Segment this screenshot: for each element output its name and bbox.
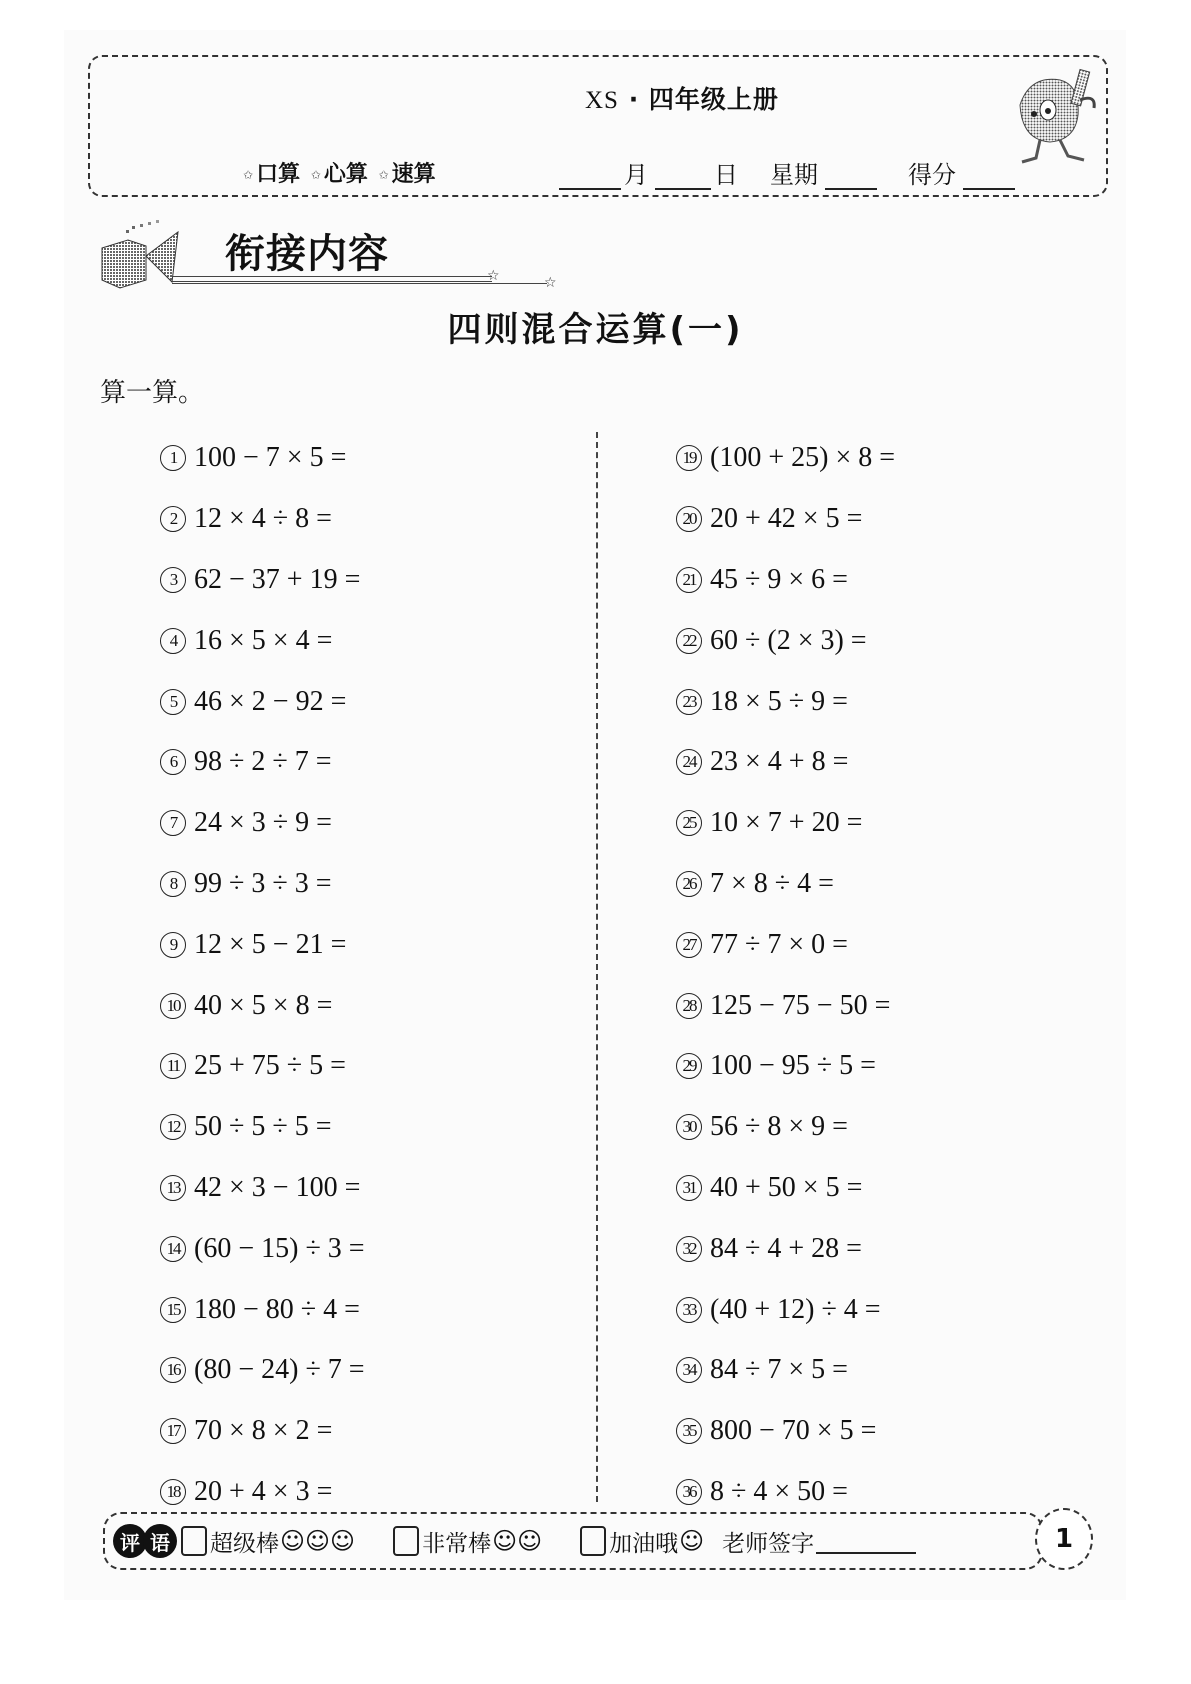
practice-type-list	[240, 157, 436, 188]
problem-item	[676, 1279, 895, 1340]
problem-number: 28	[676, 993, 702, 1019]
problem-number: 35	[676, 1418, 702, 1444]
month-label: 月	[624, 161, 648, 189]
problem-expression: 100 − 95 ÷ 5 =	[710, 1050, 876, 1082]
problem-number: 22	[676, 628, 702, 654]
problem-item	[676, 1401, 895, 1462]
comment-badge-char: 语	[143, 1524, 177, 1558]
problem-number: 19	[676, 445, 702, 471]
practice-type: 心算	[323, 162, 368, 187]
problem-number: 4	[160, 628, 186, 654]
problem-number: 8	[160, 871, 186, 897]
problem-expression: 100 − 7 × 5 =	[194, 442, 347, 474]
problem-expression: 98 ÷ 2 ÷ 7 =	[194, 746, 332, 778]
rating-checkbox[interactable]	[580, 1526, 606, 1556]
problem-item	[676, 793, 895, 854]
date-score-row	[556, 155, 1018, 190]
series-title	[585, 80, 779, 116]
rating-label: 超级棒	[210, 1530, 279, 1557]
problem-expression: 45 ÷ 9 × 6 =	[710, 563, 848, 595]
problem-expression: 50 ÷ 5 ÷ 5 =	[194, 1111, 332, 1143]
problem-number: 2	[160, 506, 186, 532]
problem-item	[676, 1340, 895, 1401]
problem-number: 21	[676, 567, 702, 593]
problem-number: 29	[676, 1053, 702, 1079]
problem-item	[676, 550, 895, 611]
star-icon: ✩	[378, 168, 389, 182]
smiley-icon: ☺	[679, 1527, 705, 1555]
problem-expression: 84 ÷ 7 × 5 =	[710, 1354, 848, 1386]
problem-number: 33	[676, 1297, 702, 1323]
problem-number: 27	[676, 932, 702, 958]
problem-expression: 10 × 7 + 20 =	[710, 807, 863, 839]
problem-expression: 180 − 80 ÷ 4 =	[194, 1293, 360, 1325]
problem-expression: 99 ÷ 3 ÷ 3 =	[194, 867, 332, 899]
weekday-label: 星期	[770, 161, 818, 189]
problem-expression: 70 × 8 × 2 =	[194, 1415, 333, 1447]
problem-item	[160, 793, 365, 854]
problem-item	[676, 428, 895, 489]
problem-item	[160, 610, 365, 671]
problem-number: 30	[676, 1114, 702, 1140]
day-label: 日	[714, 161, 738, 189]
problem-number: 34	[676, 1357, 702, 1383]
problem-expression: 16 × 5 × 4 =	[194, 624, 333, 656]
star-icon: ☆	[544, 275, 557, 291]
problem-number: 36	[676, 1479, 702, 1505]
problem-number: 7	[160, 810, 186, 836]
rating-checkbox[interactable]	[393, 1526, 419, 1556]
problem-item	[676, 610, 895, 671]
problem-expression: 60 ÷ (2 × 3) =	[710, 624, 867, 656]
star-icon: ✩	[310, 168, 321, 182]
problem-number: 25	[676, 810, 702, 836]
problem-expression: 46 × 2 − 92 =	[194, 685, 347, 717]
problem-item	[160, 914, 365, 975]
problem-number: 9	[160, 932, 186, 958]
problem-expression: 23 × 4 + 8 =	[710, 746, 849, 778]
problem-item	[160, 1401, 365, 1462]
problem-item	[160, 1036, 365, 1097]
problem-expression: 12 × 5 − 21 =	[194, 928, 347, 960]
problem-item	[160, 1158, 365, 1219]
problem-item	[676, 1036, 895, 1097]
problem-item	[160, 428, 365, 489]
problem-number: 17	[160, 1418, 186, 1444]
problem-number: 1	[160, 445, 186, 471]
problem-number: 16	[160, 1357, 186, 1383]
problem-expression: 62 − 37 + 19 =	[194, 563, 361, 595]
problem-expression: 24 × 3 ÷ 9 =	[194, 807, 332, 839]
lesson-title: 四则混合运算(一)	[447, 310, 744, 350]
series-prefix: XS	[585, 87, 619, 114]
problem-number: 6	[160, 749, 186, 775]
problem-expression: 77 ÷ 7 × 0 =	[710, 928, 848, 960]
rating-super[interactable]	[181, 1525, 355, 1558]
problem-number: 31	[676, 1175, 702, 1201]
problem-number: 12	[160, 1114, 186, 1140]
rating-label: 非常棒	[422, 1530, 492, 1557]
problem-column-left	[160, 428, 365, 1522]
problem-item	[160, 975, 365, 1036]
problem-number: 32	[676, 1236, 702, 1262]
problem-number: 23	[676, 689, 702, 715]
problem-item	[676, 732, 895, 793]
problem-number: 13	[160, 1175, 186, 1201]
problem-expression: 800 − 70 × 5 =	[710, 1415, 877, 1447]
problem-column-right	[676, 428, 895, 1522]
problem-expression: (100 + 25) × 8 =	[710, 442, 896, 474]
practice-type: 速算	[391, 162, 436, 187]
problem-item	[676, 1158, 895, 1219]
problem-item	[676, 489, 895, 550]
rating-checkbox[interactable]	[181, 1526, 207, 1556]
problem-number: 10	[160, 993, 186, 1019]
star-icon: ☆	[487, 268, 500, 284]
problem-item	[676, 914, 895, 975]
problem-item	[676, 671, 895, 732]
section-heading: 衔接内容	[225, 230, 389, 277]
problem-number: 20	[676, 506, 702, 532]
problem-number: 15	[160, 1297, 186, 1323]
smiley-icon: ☺☺	[492, 1527, 543, 1555]
problem-item	[160, 1097, 365, 1158]
problem-number: 5	[160, 689, 186, 715]
score-label: 得分	[908, 161, 956, 189]
problem-expression: 84 ÷ 4 + 28 =	[710, 1232, 862, 1264]
teacher-sign-label: 老师签字	[722, 1530, 815, 1557]
problem-item	[676, 975, 895, 1036]
problem-item	[160, 1279, 365, 1340]
day-field[interactable]	[655, 168, 711, 190]
problem-item	[160, 854, 365, 915]
rating-keep-going[interactable]	[580, 1525, 704, 1558]
rating-very-good[interactable]	[393, 1525, 542, 1558]
page-number: 1	[1035, 1508, 1093, 1570]
problem-item	[160, 489, 365, 550]
problem-expression: 125 − 75 − 50 =	[710, 989, 891, 1021]
problem-item	[676, 1218, 895, 1279]
evaluation-bar	[103, 1512, 1043, 1570]
month-field[interactable]	[559, 168, 621, 190]
comment-badge-char: 评	[113, 1524, 147, 1558]
problem-expression: 56 ÷ 8 × 9 =	[710, 1111, 848, 1143]
problem-expression: 40 + 50 × 5 =	[710, 1171, 863, 1203]
teacher-sign-field[interactable]	[816, 1528, 916, 1554]
problem-number: 14	[160, 1236, 186, 1262]
problem-item	[676, 854, 895, 915]
problem-expression: 40 × 5 × 8 =	[194, 989, 333, 1021]
problem-item	[160, 671, 365, 732]
problem-expression: 20 + 42 × 5 =	[710, 503, 863, 535]
star-icon: ✩	[243, 168, 254, 182]
problem-number: 11	[160, 1053, 186, 1079]
problem-number: 24	[676, 749, 702, 775]
problem-expression: 12 × 4 ÷ 8 =	[194, 503, 332, 535]
problem-item	[676, 1097, 895, 1158]
problem-expression: 7 × 8 ÷ 4 =	[710, 867, 834, 899]
problem-expression: 20 + 4 × 3 =	[194, 1475, 333, 1507]
problem-item	[160, 1340, 365, 1401]
series-separator: ·	[628, 85, 640, 114]
smiley-icon: ☺☺☺	[280, 1527, 356, 1555]
problem-expression: 25 + 75 ÷ 5 =	[194, 1050, 346, 1082]
rating-label: 加油哦	[609, 1530, 679, 1557]
practice-type: 口算	[256, 162, 301, 187]
weekday-field[interactable]	[825, 168, 877, 190]
section-underline	[172, 276, 492, 282]
problem-expression: 42 × 3 − 100 =	[194, 1171, 361, 1203]
grade-label: 四年级上册	[648, 85, 779, 114]
problem-expression: 18 × 5 ÷ 9 =	[710, 685, 848, 717]
problem-number: 18	[160, 1479, 186, 1505]
problem-expression: 8 ÷ 4 × 50 =	[710, 1475, 848, 1507]
problem-item	[160, 550, 365, 611]
pencil-mascot-icon	[1000, 60, 1110, 170]
column-divider	[596, 432, 598, 1502]
score-field[interactable]	[963, 168, 1015, 190]
problem-number: 26	[676, 871, 702, 897]
problem-number: 3	[160, 567, 186, 593]
problem-item	[160, 1218, 365, 1279]
instruction-text: 算一算。	[100, 378, 205, 408]
problem-expression: (40 + 12) ÷ 4 =	[710, 1293, 881, 1325]
problem-expression: (60 − 15) ÷ 3 =	[194, 1232, 365, 1264]
problem-item	[160, 732, 365, 793]
problem-expression: (80 − 24) ÷ 7 =	[194, 1354, 365, 1386]
comment-badge	[113, 1524, 173, 1558]
